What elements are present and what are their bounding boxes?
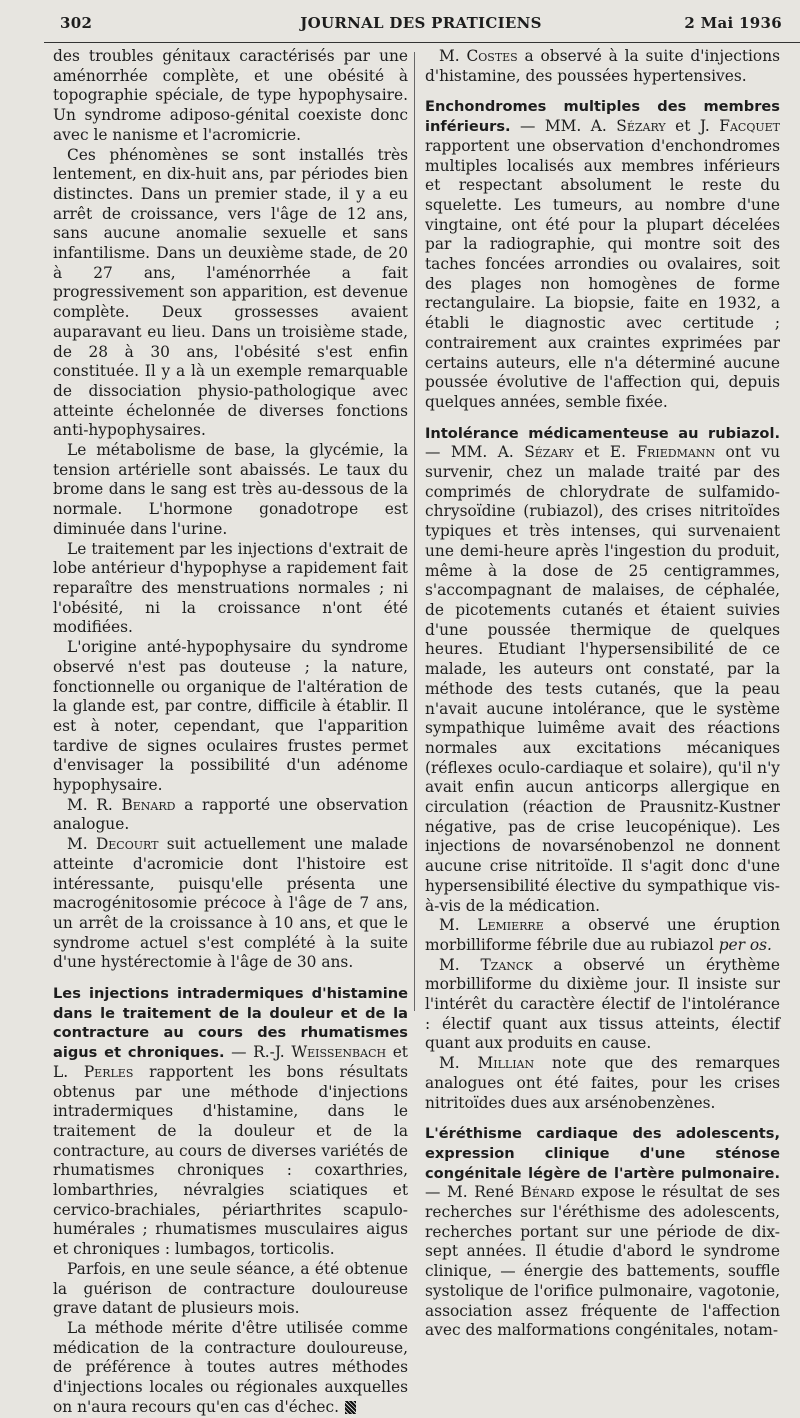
paragraph: M. Costes a observé à la suite d'injections d'histamine, des poussées hypertensives. [425, 47, 781, 85]
section-erethisme-cardiaque: L'éréthisme cardiaque des adolescents, expression clinique d'une sténose congénitale légère de l'artère pulmonaire. — M. René Bénard expose le résultat de ses recherches sur l'éréthisme des adolescents, recherches portant sur une période de dix-sept années. Il étudie d'abord le syndrome clinique, — énergie des battements, souffle systolique de l'orifice pulmonaire, vagotonie, association assez fréquente de l'affection avec des malformations congénitales, notam- [425, 1125, 781, 1340]
author-name: Lemierre [477, 916, 544, 935]
issue-date: 2 Mai 1936 [684, 14, 782, 32]
author-name: Friedmann [636, 443, 716, 462]
section-heading: Enchondromes multiples des membres inférieurs. [425, 98, 780, 136]
paragraph: Le métabolisme de base, la glycémie, la tension artérielle sont abaissés. Le taux du brome dans le sang est très au-dessous de la normale. L'hormone gonadotrope est diminuée dans l'urine. [53, 441, 408, 538]
section-enchondromes: Enchondromes multiples des membres inférieurs. — MM. A. Sézary et J. Facquet rapportent une observation d'enchondromes multiples localisés aux membres inférieurs et respectant absolument le reste du squelette. Les tumeurs, au nombre d'une vingtaine, ont été pour la plupart décelées par la radiographie, qui montre soit des taches foncées arrondies ou ovalaires, soit des plages non homogènes de forme rectangulaire. La biopsie, faite en 1932, a établi le diagnostic avec certitude ; contrairement aux craintes exprimées par certains auteurs, elle n'a déterminé aucune poussée évolutive de l'affection qui, depuis quelques années, semble fixée. [425, 98, 780, 411]
section-intolerance-rubiazol: Intolérance médicamenteuse au rubiazol. — MM. A. Sézary et E. Friedmann ont vu survenir, chez un malade traité par des comprimés de chlorydrate de sulfamido-chrysoïdine (rubiazol), des crises nitritoïdes typiques et très intenses, qui survenaient une demi-heure après l'ingestion du produit, même à la dose de 25 centigrammes, s'accompagnant de malaises, de céphalée, de picotements cutanés et étaient suivies d'une poussée thermique de quelques heures. Etudiant l'hypersensibilité de ce malade, les auteurs ont constaté, par la méthode des tests cutanés, que la peau n'avait aucune intolérance, que le système sympathique luimême avait des réactions normales aux excitations mécaniques (réflexes oculo-cardiaque et solaire), qu'il n'y avait enfin aucun anticorps allergique en circulation (réaction de Prausnitz-Kustner négative, pas de crise leucopénique). Les injections de novarsénobenzol ne donnent aucune crise nitritoïde. Il s'agit donc d'une hypersensibilité élective du sympathique vis-à-vis de la médication. [425, 424, 780, 915]
end-ornament-icon [345, 1401, 356, 1414]
author-name: Sézary [616, 117, 666, 136]
author-name: Tzanck [480, 955, 533, 974]
author-name: Millian [477, 1054, 535, 1073]
paragraph: des troubles génitaux caractérisés par une aménorrhée complète, et une obésité à topographie spéciale, de type hypophysaire. Un syndrome adiposo-génital coexiste donc avec le nanisme et l'acromicrie. [53, 47, 408, 144]
section-heading: L'éréthisme cardiaque des adolescents, expression clinique d'une sténose congénitale légère de l'artère pulmonaire. [425, 1125, 780, 1182]
author-name: Facquet [719, 117, 780, 136]
right-column [425, 47, 780, 1341]
column-divider [414, 52, 415, 1011]
author-name: Benard [121, 795, 176, 814]
left-column [53, 47, 408, 1418]
author-name: Decourt [95, 835, 159, 854]
section-heading: Intolérance médicamenteuse au rubiazol. [425, 424, 780, 442]
author-name: Perles [83, 1062, 134, 1081]
paragraph: Ces phénomènes se sont installés très lentement, en dix-huit ans, par périodes bien distinctes. Dans un premier stade, il y a eu arrêt de croissance, vers l'âge de 12 ans, sans aucune anomalie sexuelle et sans infantilisme. Dans un deuxième stade, de 20 à 27 ans, l'aménorrhée a fait progressivement son apparition, est devenue complète. Deux grossesses avaient auparavant eu lieu. Dans un troisième stade, de 28 à 30 ans, l'obésité s'est enfin constituée. Il y a là un exemple remarquable de dissociation physio-pathologique avec atteinte échelonnée de diverses fonctions anti-hypophysaires. [53, 145, 408, 440]
author-name: Weissenbach [291, 1043, 387, 1062]
paragraph: Le traitement par les injections d'extrait de lobe antérieur d'hypophyse a rapidement fait reparaître des menstruations normales ; ni l'obésité, ni la croissance n'ont été modifiées. [53, 539, 408, 637]
section-injections-histamine: Les injections intradermiques d'histamine dans le traitement de la douleur et de la contracture au cours des rhumatismes aigus et chroniques. — R.-J. Weissenbach et L. Perles rapportent les bons résultats obtenus par une méthode d'injections intradermiques d'histamine, dans le traitement de la douleur et de la contracture, au cours de diverses variétés de rhumatismes chroniques : coxarthries, lombarthries, névralgies sciatiques et cervico-brachiales, périarthrites scapulo-humérales ; rhumatismes musculaires aigus et chroniques : lumbagos, torticolis. [53, 985, 408, 1259]
author-name: Costes [466, 47, 518, 65]
author-name: Sézary [524, 443, 574, 462]
journal-title: JOURNAL DES PRATICIENS [300, 14, 542, 32]
paragraph: M. Lemierre a observé une éruption morbilliforme fébrile due au rubiazol per os. [425, 916, 780, 954]
paragraph: M. Decourt suit actuellement une malade atteinte d'acromicie dont l'histoire est intéressante, puisqu'elle présenta une macrogénitosomie précoce à l'âge de 7 ans, un arrêt de la croissance à 10 ans, et que le syndrome actuel s'est complété à la suite d'une hystérectomie à l'âge de 30 ans. [53, 835, 409, 972]
paragraph: M. Tzanck a observé un érythème morbilliforme du dixième jour. Il insiste sur l'intérêt du caractère électif de l'intolérance : électif quant aux tissus atteints, électif quant aux produits en cause. [425, 955, 781, 1053]
header-rule [44, 42, 800, 43]
page-header [60, 14, 782, 36]
paragraph: L'origine anté-hypophysaire du syndrome observé n'est pas douteuse ; la nature, fonctionnelle ou organique de l'altération de la glande est, par contre, difficile à établir. Il est à noter, cependant, que l'apparition tardive de signes oculaires frustes permet d'envisager la possibilité d'un adénome hypophysaire. [53, 638, 408, 795]
section-heading: Les injections intradermiques d'histamine dans le traitement de la douleur et de la contracture au cours des rhumatismes aigus et chroniques. [53, 985, 408, 1062]
page-number: 302 [60, 14, 93, 32]
paragraph: La méthode mérite d'être utilisée comme médication de la contracture douloureuse, de préférence à toutes autres méthodes d'injections locales ou régionales auxquelles on n'aura recours qu'en cas d'échec. [53, 1319, 408, 1416]
paragraph: M. R. Benard a rapporté une observation analogue. [53, 795, 408, 834]
paragraph: M. Millian note que des remarques analogues ont été faites, pour les crises nitritoïdes dues aux arsénobenzènes. [425, 1054, 780, 1112]
author-name: Bénard [520, 1183, 575, 1202]
paragraph: Parfois, en une seule séance, a été obtenue la guérison de contracture douloureuse grave datant de plusieurs mois. [53, 1259, 408, 1318]
